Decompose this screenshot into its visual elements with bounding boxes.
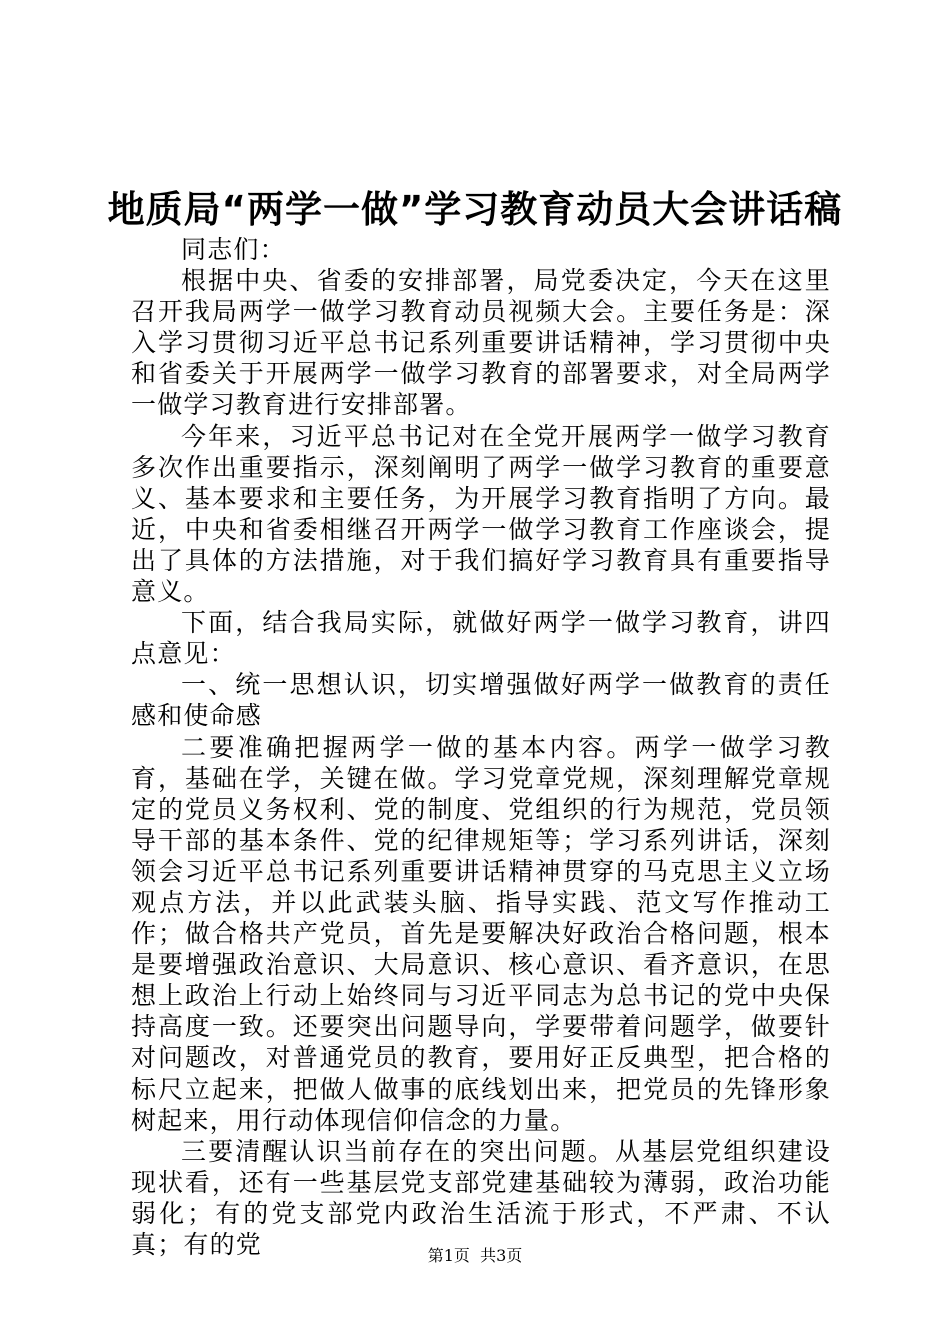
body-paragraph: 二要准确把握两学一做的基本内容。两学一做学习教育，基础在学，关键在做。学习党章党规，深刻理解党章规定的党员义务权利、党的制度、党组织的行为规范，党员领导干部的基本条件、党的纪律规矩等；学习系列讲话，深刻领会习近平总书记系列重要讲话精神贯穿的马克思主义立场观点方法，并以此武装头脑、指导实践、范文写作推动工作；做合格共产党员，首先是要解决好政治合格问题，根本是要增强政治意识、大局意识、核心意识、看齐意识，在思想上政治上行动上始终同与习近平同志为总书记的党中央保持高度一致。还要突出问题导向，学要带着问题学，做要针对问题改，对普通党员的教育，要用好正反典型，把合格的标尺立起来，把做人做事的底线划出来，把党员的先锋形象树起来，用行动体现信仰信念的力量。 [131,732,831,1135]
section-heading: 一、统一思想认识，切实增强做好两学一做教育的责任感和使命感 [131,670,831,731]
page-number: 第1页 [427,1246,470,1265]
document-body [131,234,831,1260]
body-paragraph: 根据中央、省委的安排部署，局党委决定，今天在这里召开我局两学一做学习教育动员视频大会。主要任务是：深入学习贯彻习近平总书记系列重要讲话精神，学习贯彻中央和省委关于开展两学一做学习教育的部署要求，对全局两学一做学习教育进行安排部署。 [131,266,831,420]
footer-separator [470,1246,480,1265]
document-title: 地质局“两学一做”学习教育动员大会讲话稿 [107,188,843,231]
page-total: 共3页 [480,1246,523,1265]
body-paragraph: 下面，结合我局实际，就做好两学一做学习教育，讲四点意见： [131,608,831,669]
salutation-paragraph: 同志们： [181,235,286,264]
body-paragraph: 三要清醒认识当前存在的突出问题。从基层党组织建设现状看，还有一些基层党支部党建基础较为薄弱，政治功能弱化；有的党支部党内政治生活流于形式，不严肃、不认真；有的党 [131,1136,831,1259]
page-footer [0,1245,950,1267]
body-paragraph: 今年来，习近平总书记对在全党开展两学一做学习教育多次作出重要指示，深刻阐明了两学一做学习教育的重要意义、基本要求和主要任务，为开展学习教育指明了方向。最近，中央和省委相继召开两学一做学习教育工作座谈会，提出了具体的方法措施，对于我们搞好学习教育具有重要指导意义。 [131,421,831,607]
